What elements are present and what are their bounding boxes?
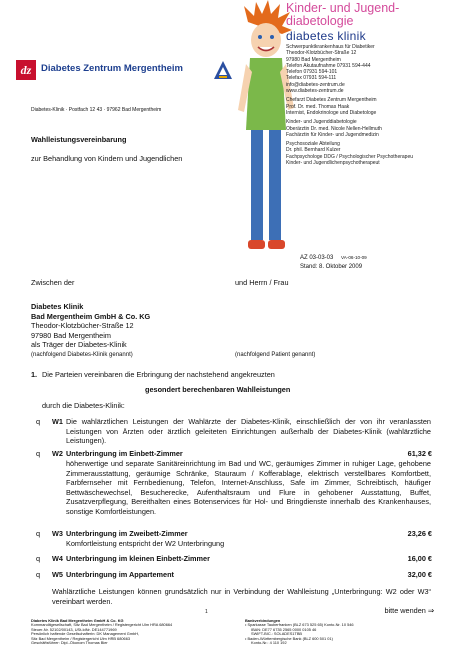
section-footnote: Wahlärztliche Leistungen können grundsätzlich nur in Verbindung der Wahlleistung „Unterbringung: W2 oder W3“ vereinbart werden. <box>52 587 431 606</box>
document-reference <box>300 254 367 262</box>
item-price: 32,00 € <box>407 570 432 579</box>
staff-line: Kinder- und Jugendlichenpsychotherapeut <box>286 160 380 167</box>
footer-line: • Baden-Württembergische Bank (BLZ 600 501 01) <box>245 635 333 641</box>
checkbox-w4[interactable]: q <box>36 554 41 563</box>
item-code: W3 <box>52 529 63 538</box>
between-label: Zwischen der <box>31 278 75 287</box>
continue-hint: bitte wenden ⇒ <box>384 606 434 615</box>
item-code: W1 <box>52 417 63 426</box>
contact-line: Telefon Akutaufnahme 07931 594-444 <box>286 62 371 69</box>
footer-line: Konto-Nr.: 4 110 192 <box>251 640 287 645</box>
staff-line: Oberärztin Dr. med. Nicole Nellen-Hellmuth <box>286 125 382 132</box>
contact-line: Schwerpunktkrankenhaus für Diabetiker <box>286 44 375 50</box>
doc-subtitle: zur Behandlung von Kindern und Jugendlichen <box>31 154 183 163</box>
footer-line: Bankverbindungen <box>245 618 281 623</box>
item-price: 16,00 € <box>407 554 432 563</box>
staff-line: Chefarzt Diabetes Zentrum Mergentheim <box>286 97 377 104</box>
item-label: Unterbringung im Einbett-Zimmer <box>66 449 183 458</box>
footer-line: SWIFT-BIC.: SOLADES1TBB <box>251 631 303 637</box>
department-title-line-1: Kinder- und Jugend- <box>286 1 400 15</box>
footer-bank <box>245 619 354 645</box>
footer-line: • Sparkasse Tauberfranken (BLZ 673 525 65) Konto-Nr. 10 546 <box>245 622 354 628</box>
az-code: AZ 03-03-03 <box>300 255 334 261</box>
footer-company <box>31 619 172 645</box>
clinic-name <box>31 302 150 321</box>
staff-line: Internist, Endokrinologe und Diabetologe <box>286 109 377 116</box>
footer-line: Persönlich haftende Gesellschafterin: DK Management GmbH, <box>31 631 140 637</box>
contact-line: Telefax 07931 594-111 <box>286 75 337 82</box>
footer-line: Kommanditgesellschaft, Sitz Bad Mergentheim / Registergericht Ulm HRA 680664 <box>31 622 173 628</box>
clinic-address <box>31 321 134 350</box>
staff-line: Prof. Dr. med. Thomas Haak <box>286 103 350 110</box>
footer-line: Diabetes Klinik Bad Mergentheim GmbH & Co. KG <box>31 618 124 623</box>
section-heading: gesondert berechenbaren Wahlleistungen <box>145 385 291 394</box>
department-title-line-2: diabetologie <box>286 14 354 28</box>
logo-letters: dz <box>20 63 32 77</box>
patient-note: (nachfolgend Patient genannt) <box>235 352 316 358</box>
item-label: Unterbringung im Zweibett-Zimmer <box>66 529 188 538</box>
staff-line: Fachpsychologe DDG / Psychologischer Psychotherapeu <box>286 153 414 160</box>
footer-line: IBAN: DE77 6735 2565 0000 0105 46 <box>251 626 317 632</box>
clinic-name-line: Diabetes Klinik <box>31 302 84 311</box>
checkbox-w2[interactable]: q <box>36 449 41 458</box>
contact-block <box>286 44 448 166</box>
sender-line: Diabetes-Klinik · Postfach 12 43 · 97962 Bad Mergentheim <box>31 107 162 113</box>
checkbox-w5[interactable]: q <box>36 570 41 579</box>
footer-line: Steuer-Nr. 52102/00143, USt-IdNr. DE144771969 <box>31 626 117 632</box>
org-name: Diabetes Zentrum Mergentheim <box>41 63 183 74</box>
page-number: 1 <box>205 609 208 615</box>
item-description: Die wahlärztlichen Leistungen der Wahlärzte der Diabetes-Klinik, einschließlich der von ihr veranlassten Leistungen von Ärzten oder ärztlich geleiteten Einrichtungen außerhalb der Diabetes-Klinik (wahlärztliche Leistungen). <box>66 417 431 446</box>
contact-line: Telefon 07931 594-101 <box>286 69 338 76</box>
staff-line: Psychosoziale Abteilung <box>286 141 340 148</box>
footer-line: Sitz Bad Mergentheim / Registergericht Ulm HRB 680663 <box>31 635 131 641</box>
staff-line: Dr. phil. Bernhard Kulzer <box>286 147 341 154</box>
item-price: 61,32 € <box>407 449 432 458</box>
section-by: durch die Diabetes-Klinik: <box>42 401 125 410</box>
contact-line: 97980 Bad Mergentheim <box>286 56 341 63</box>
item-description: höherwertige und separate Sanitäreinrichtung im Bad und WC, geräumiges Zimmer in ruhiger Lage, gehobene Zimmerausstattung, geräumige Schränke, Stauraum / Kofferablage, elektrisch verstellbares Komfortbett, Farbfernseher mit Fernbedienung, Telefon, Internet-Anschluss, Safe im Zimmer, Schreibtisch, häufiger Bettwäschewechsel, Besucherecke, Aufenthaltsraum und Flure in gehobener Ausstattung, Buffet, Zusatzverpflegung, Bereithalten eines Botenservices für Hol- und Bringdienste innerhalb des Krankenhauses, sonstige Komfortleistungen. <box>66 459 431 516</box>
footer-line: Geschäftsführer: Dipl.-Ökonom Thomas Bier <box>31 640 108 645</box>
item-label: Unterbringung im Appartement <box>66 570 174 579</box>
brand-name: diabetes klinik <box>286 29 366 43</box>
address-line: Theodor-Klotzbücher-Straße 12 <box>31 321 134 330</box>
clinic-logo <box>16 60 36 80</box>
contact-line: Theodor-Klotzbücher-Straße 12 <box>286 50 357 57</box>
staff-line: Kinder- und Jugenddiabetologie <box>286 119 357 126</box>
contact-line: info@diabetes-zentrum.de <box>286 81 345 88</box>
checkbox-w3[interactable]: q <box>36 529 41 538</box>
section-number: 1. <box>31 370 38 379</box>
doc-title: Wahlleistungsvereinbarung <box>31 135 127 144</box>
clinic-note: (nachfolgend Diabetes-Klinik genannt) <box>31 352 133 358</box>
az-version: VA-06-10-09 <box>341 255 367 260</box>
checkbox-w1[interactable]: q <box>36 417 41 426</box>
item-code: W2 <box>52 449 63 458</box>
patient-label: und Herrn / Frau <box>235 278 289 287</box>
item-code: W4 <box>52 554 63 563</box>
item-description: Komfortleistung entspricht der W2 Unterbringung <box>66 539 225 548</box>
clinic-name-line: Bad Mergentheim GmbH & Co. KG <box>31 311 151 321</box>
department-title <box>286 2 399 28</box>
address-line: als Träger der Diabetes-Klinik <box>31 340 127 350</box>
partner-logo-icon <box>213 60 233 80</box>
document-date: Stand: 8. Oktober 2009 <box>300 264 363 270</box>
contact-line: www.diabetes-zentrum.de <box>286 88 344 95</box>
address-line: 97980 Bad Mergentheim <box>31 330 111 340</box>
item-label: Unterbringung im kleinen Einbett-Zimmer <box>66 554 210 563</box>
item-price: 23,26 € <box>407 529 432 538</box>
section-intro: Die Parteien vereinbaren die Erbringung der nachstehend angekreuzten <box>42 370 275 379</box>
staff-line: Fachärztin für Kinder- und Jugendmedizin <box>286 131 379 138</box>
item-code: W5 <box>52 570 63 579</box>
